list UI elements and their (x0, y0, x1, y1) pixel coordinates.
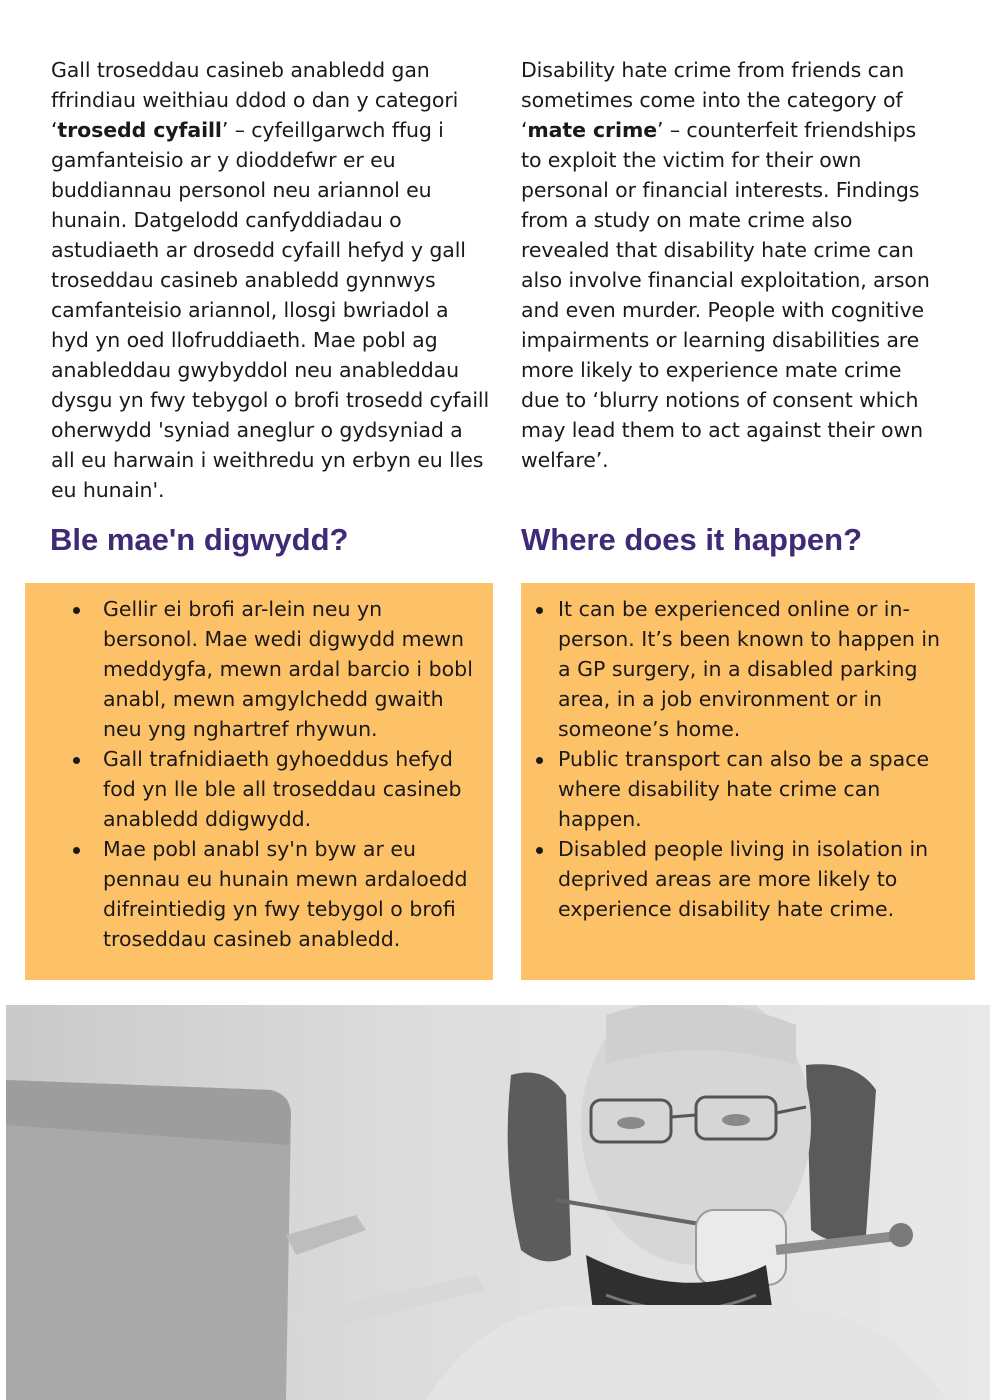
welsh-column (51, 55, 491, 505)
welsh-bold-term: trosedd cyfaill (57, 118, 222, 142)
list-item: Public transport can also be a space where disability hate crime can happen. (524, 744, 958, 834)
bullet-icon (536, 757, 543, 764)
english-heading: Where does it happen? (521, 522, 863, 557)
english-bullet-list (524, 594, 958, 924)
list-item: Gellir ei brofi ar-lein neu yn bersonol. Mae wedi digwydd mewn meddygfa, mewn ardal barcio i bobl anabl, mewn amgylchedd gwaith neu yng nghartref rhywun. (69, 594, 479, 744)
list-item: Gall trafnidiaeth gyhoeddus hefyd fod yn lle ble all troseddau casineb anabledd ddigwydd. (69, 744, 479, 834)
list-item: It can be experienced online or in-person. It’s been known to happen in a GP surgery, in a disabled parking area, in a job environment or in someone’s home. (524, 594, 958, 744)
english-bold-term: mate crime (527, 118, 658, 142)
bullet-icon (73, 757, 80, 764)
list-item: Mae pobl anabl sy'n byw ar eu pennau eu hunain mewn ardaloedd difreintiedig yn fwy tebygol o brofi troseddau casineb anabledd. (69, 834, 479, 954)
welsh-heading: Ble mae'n digwydd? (50, 522, 349, 557)
welsh-info-box (25, 583, 493, 980)
welsh-bullet-list (69, 594, 479, 954)
english-column (521, 55, 941, 475)
photo-illustration (6, 1005, 990, 1400)
photo-man-in-wheelchair (6, 1005, 990, 1400)
bullet-icon (73, 847, 80, 854)
bullet-icon (536, 847, 543, 854)
bullet-icon (73, 607, 80, 614)
list-item: Disabled people living in isolation in deprived areas are more likely to experience disability hate crime. (524, 834, 958, 924)
welsh-paragraph: Gall troseddau casineb anabledd gan ffrindiau weithiau ddod o dan y categori ‘trosedd cyfaill’ – cyfeillgarwch ffug i gamfanteisio ar y dioddefwr er eu buddiannau personol neu ariannol eu hunain. Datgelodd canfyddiadau o astudiaeth ar drosedd cyfaill hefyd y gall troseddau casineb anabledd gynnwys camfanteisio ariannol, llosgi bwriadol a hyd yn oed llofruddiaeth. Mae pobl ag anableddau gwybyddol neu anableddau dysgu yn fwy tebygol o brofi trosedd cyfaill oherwydd 'syniad aneglur o gydsyniad a all eu harwain i weithredu yn erbyn eu lles eu hunain'. (51, 58, 490, 502)
english-paragraph: Disability hate crime from friends can sometimes come into the category of ‘mate crime’ – counterfeit friendships to exploit the victim for their own personal or financial interests. Findings from a study on mate crime also revealed that disability hate crime can also involve financial exploitation, arson and even murder. People with cognitive impairments or learning disabilities are more likely to experience mate crime due to ‘blurry notions of consent which may lead them to act against their own welfare’. (521, 58, 930, 472)
bullet-icon (536, 607, 543, 614)
english-info-box (521, 583, 975, 980)
